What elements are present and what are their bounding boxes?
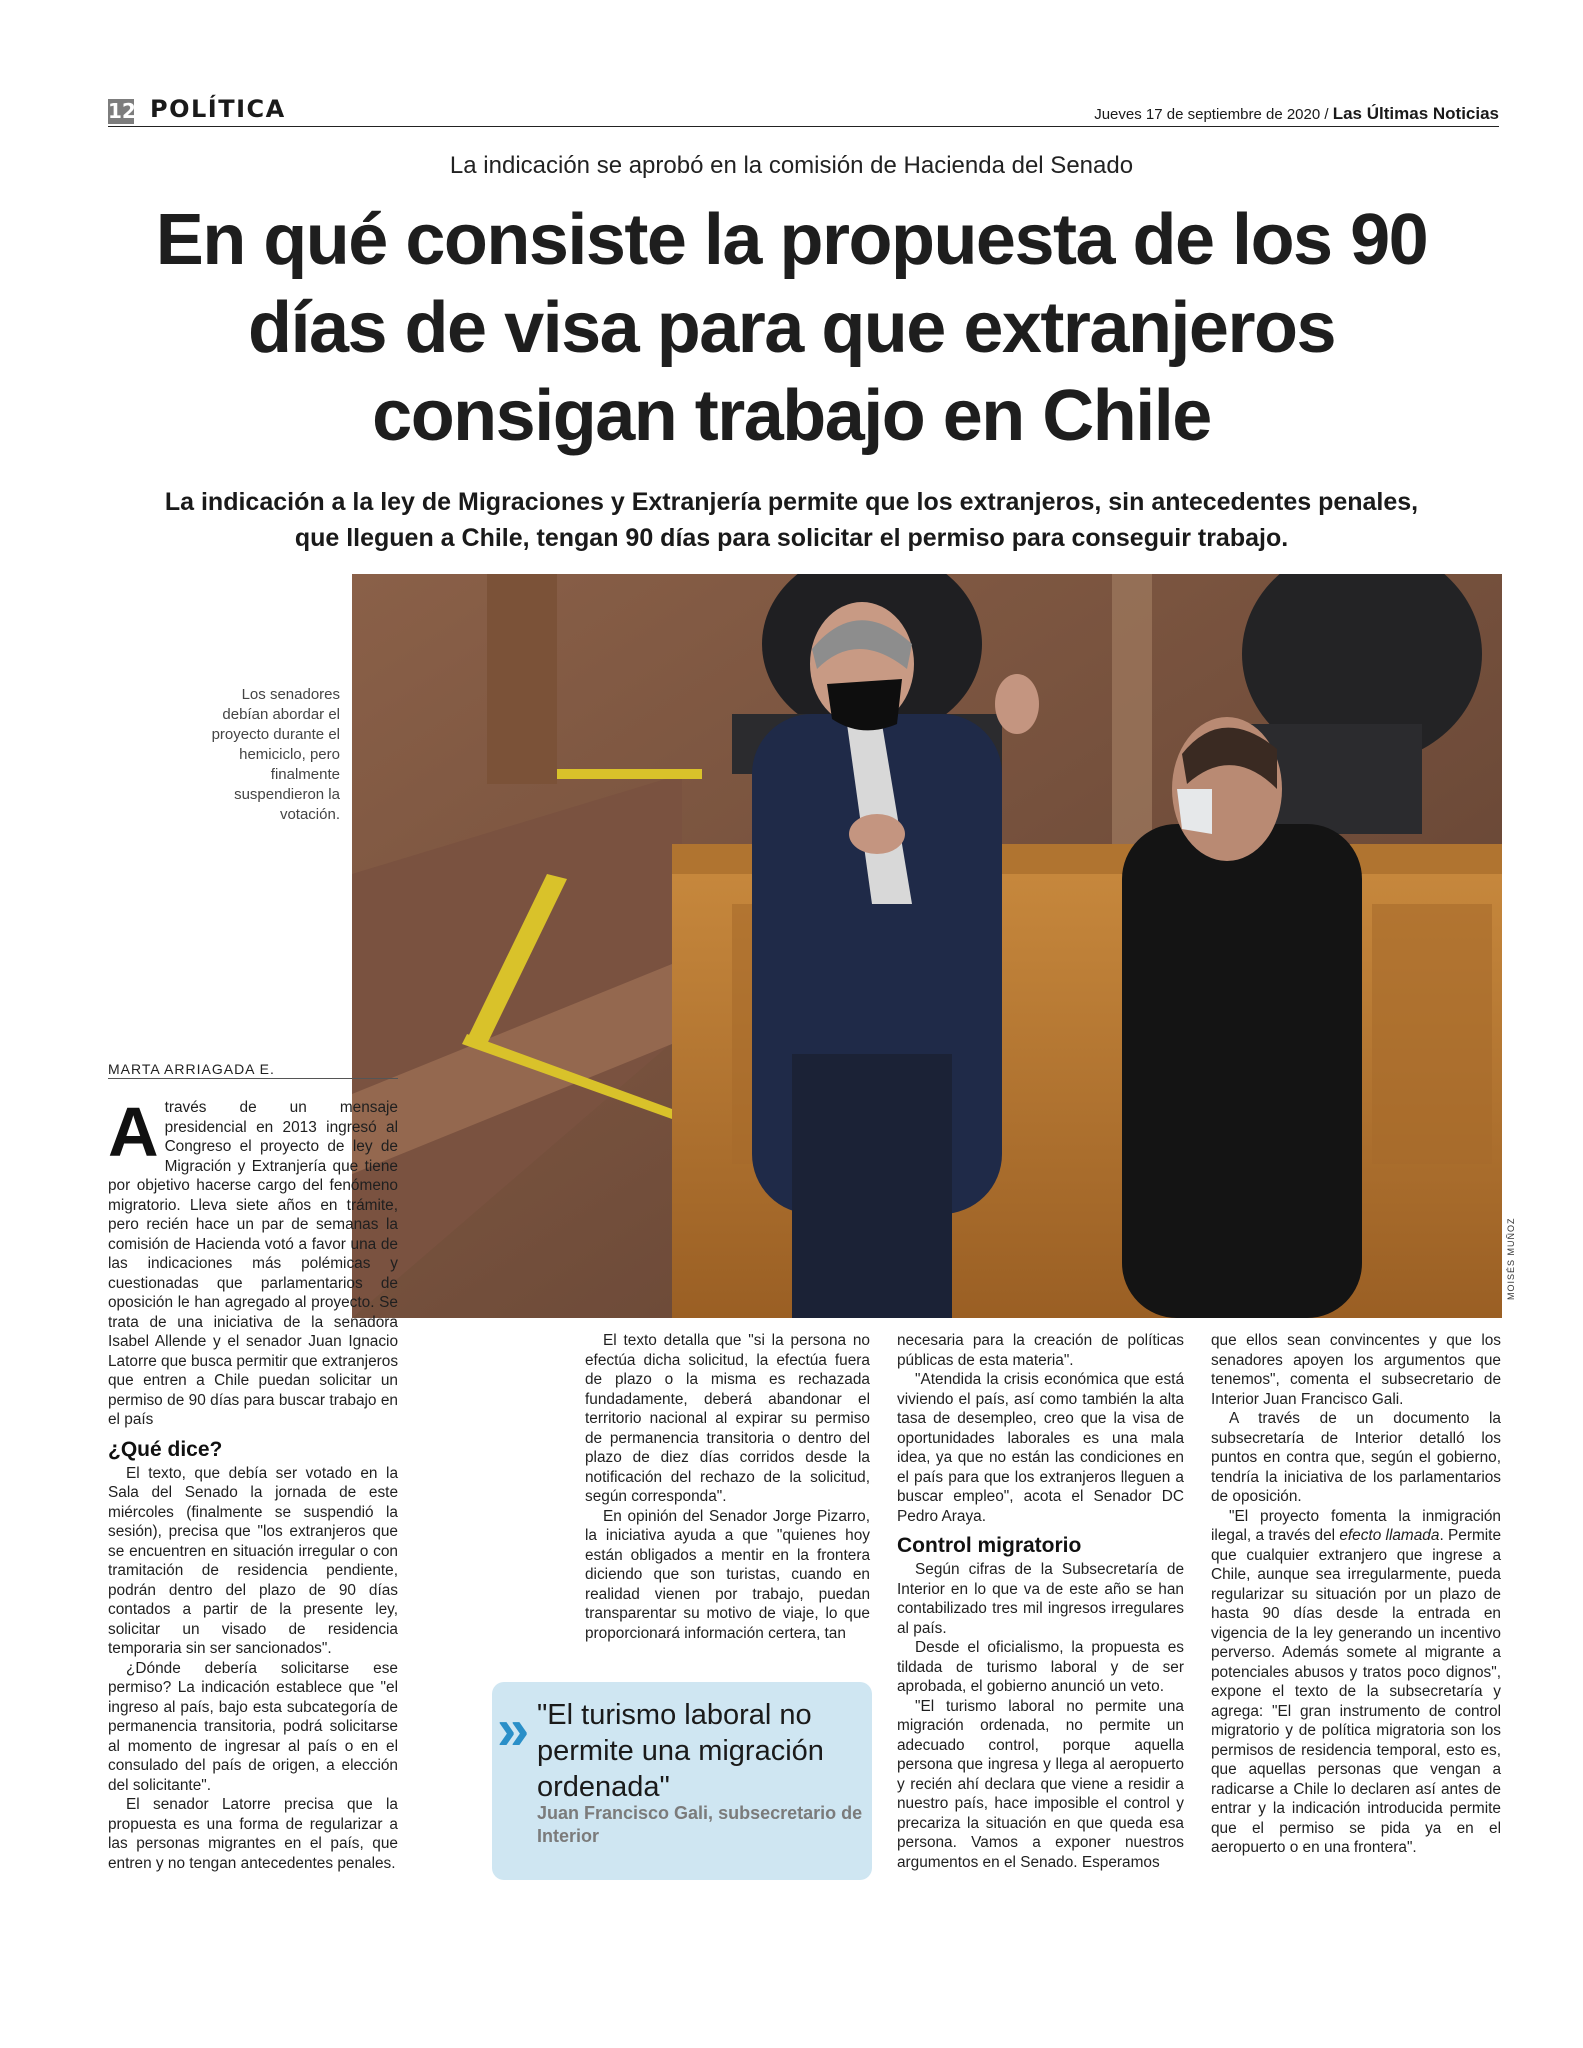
photo-caption: Los senadores debían abordar el proyecto durante el hemiciclo, pero finalmente suspendieron la votación.	[211, 686, 340, 823]
dateline	[1094, 104, 1499, 124]
text-column-3	[897, 1331, 1184, 1872]
text-column-2	[585, 1331, 870, 1643]
paragraph: El texto, que debía ser votado en la Sala del Senado la jornada de este miércoles (finalmente se suspendió la sesión), precisa que "los extranjeros que se encuentren en situación irregular o con tramitación de residencia pendiente, podrán dentro del plazo de 90 días contados a partir de la presente ley, solicitar un visado de residencia temporaria sin ser sancionados".	[108, 1464, 398, 1657]
subheading-control-migratorio: Control migratorio	[897, 1534, 1082, 1557]
paragraph-part: . Permite que cualquier extranjero que ingrese a Chile, aunque sea irregularmente, pueda regularizar su situación por un plazo de hasta 90 días desde la entrada en vigencia de la ley generando un incentivo perverso. Además somete al migrante a potenciales abusos y tratos poco dignos", expone el texto de la subsecretaría y agrega: "El gran instrumento de control migratorio y de política migratoria son los permisos de residencia temporal, esto es, que aquellas personas que vengan a radicarse a Chile lo declaren así antes de entrar y la indicación introducida permite que el permiso se pida ya en el aeropuerto o en una frontera".	[1211, 1527, 1502, 1856]
lead-paragraph	[108, 1093, 399, 1430]
paragraph: A través de un documento la subsecretaría de Interior detalló los puntos en contra que, según el gobierno, tendría la iniciativa de los parlamentarios de oposición.	[1211, 1410, 1501, 1505]
date-separator: /	[1324, 106, 1329, 123]
drop-cap: A	[108, 1093, 159, 1171]
quote-chevron-icon: »	[497, 1697, 530, 1762]
paragraph: ¿Dónde debería solicitarse ese permiso? La indicación establece que "el ingreso al país, bajo esta subcategoría de permanencia transitoria, podrá solicitarse al momento de ingresar al país o en el consulado del país de origen, a elección del solicitante".	[108, 1659, 398, 1794]
photo-credit: MOISÉS MUÑOZ	[1506, 1217, 1516, 1300]
paragraph: Desde el oficialismo, la propuesta es tildada de turismo laboral y de ser aprobada, el gobierno anunció un veto.	[897, 1639, 1184, 1695]
publication-name: Las Últimas Noticias	[1332, 104, 1499, 123]
issue-date: Jueves 17 de septiembre de 2020	[1094, 106, 1321, 123]
page-number: 12	[108, 99, 136, 123]
paragraph-emphasis: efecto llamada	[1339, 1527, 1440, 1544]
paragraph: El texto detalla que "si la persona no efectúa dicha solicitud, la efectúa fuera de plazo o la misma es rechazada fundadamente, deberá abandonar el territorio nacional al expirar su permiso de permanencia transitoria o dentro del plazo de diez días corridos desde la notificación del rechazo de la solicitud, según corresponda".	[585, 1332, 870, 1505]
paragraph: Según cifras de la Subsecretaría de Interior en lo que va de este año se han contabilizado tres mil ingresos irregulares al país.	[897, 1561, 1184, 1637]
paragraph: "El turismo laboral no permite una migración ordenada, no permite un adecuado control, porque aquella persona que ingresa y llega al aeropuerto y recién ahí declara que viene a residir a nuestro país, hace imposible el control y precariza la situación en que queda esa persona. Vamos a exponer nuestros argumentos en el Senado. Esperamos	[897, 1697, 1184, 1871]
paragraph: "Atendida la crisis económica que está viviendo el país, así como también la alta tasa de desempleo, creo que la visa de oportunidades laborales es una mala idea, ya que no están las condiciones en el país para que los extranjeros lleguen a buscar empleo", acota el Senador DC Pedro Araya.	[897, 1371, 1184, 1525]
paragraph-part: "El proyecto fomenta la inmigración ilegal, a través del	[1211, 1507, 1501, 1544]
lead-text: través de un mensaje presidencial en 2013 ingresó al Congreso el proyecto de ley de Migración y Extranjería que tiene por objetivo hacerse cargo del fenómeno migratorio. Lleva siete años en trámite, pero recién hace un par de semanas la comisión de Hacienda votó a favor una de las indicaciones más polémicas y cuestionadas que parlamentarios de oposición le han agregado al proyecto. Se trata de una iniciativa de la senadora Isabel Allende y el senador Juan Ignacio Latorre que busca permitir que extranjeros que entren a Chile puedan solicitar un permiso de 90 días para buscar trabajo en el país	[108, 1099, 399, 1428]
paragraph: que ellos sean convincentes y que los senadores apoyen los argumentos que tenemos", comenta el subsecretario de Interior Juan Francisco Gali.	[1211, 1332, 1501, 1408]
byline: MARTA ARRIAGADA E.	[108, 1061, 275, 1077]
paragraph	[1211, 1507, 1501, 1858]
subheading-que-dice: ¿Qué dice?	[108, 1437, 223, 1461]
kicker: La indicación se aprobó en la comisión de Hacienda del Senado	[449, 152, 1134, 179]
section-label: POLÍTICA	[150, 95, 286, 123]
text-column-4	[1211, 1331, 1501, 1858]
header-rule	[108, 126, 1499, 127]
paragraph: El senador Latorre precisa que la propuesta es una forma de regularizar a las personas migrantes en el país, que entren y no tengan antecedentes penales.	[108, 1796, 398, 1872]
byline-rule	[108, 1078, 398, 1079]
headline: En qué consiste la propuesta de los 90 días de visa para que extranjeros consigan trabajo en Chile	[155, 200, 1428, 456]
text-column-1	[108, 1093, 399, 1873]
pull-quote-attribution: Juan Francisco Gali, subsecretario de Interior	[537, 1803, 863, 1846]
subheadline: La indicación a la ley de Migraciones y Extranjería permite que los extranjeros, sin antecedentes penales, que lleguen a Chile, tengan 90 días para solicitar el permiso para conseguir trabajo.	[164, 488, 1419, 552]
article-photo	[352, 574, 1502, 1318]
pull-quote-text: "El turismo laboral no permite una migración ordenada"	[537, 1699, 824, 1803]
paragraph: necesaria para la creación de políticas públicas de esta materia".	[897, 1332, 1184, 1369]
paragraph: En opinión del Senador Jorge Pizarro, la iniciativa ayuda a que "quienes hoy están obligados a mentir en la frontera diciendo que son turistas, cuando en realidad vienen por trabajo, puedan transparentar su motivo de viaje, lo que proporcionará información certera, tan	[585, 1507, 870, 1642]
